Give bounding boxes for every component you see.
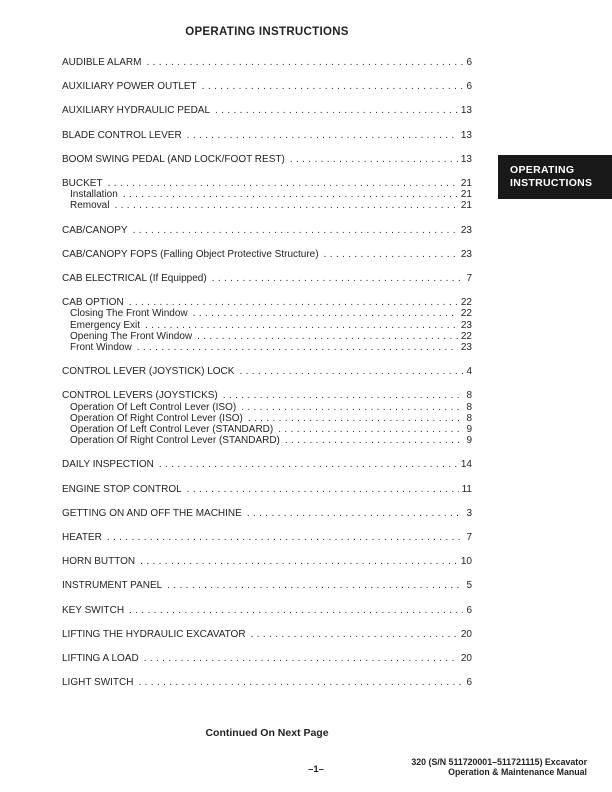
- dot-leader: [251, 629, 458, 640]
- toc-entry-page: 3: [466, 507, 472, 519]
- toc-entry-page: 20: [460, 653, 472, 665]
- toc-subentry: [62, 320, 472, 331]
- dot-leader: [193, 308, 458, 319]
- continued-note: Continued On Next Page: [205, 727, 329, 739]
- page-title: OPERATING INSTRUCTIONS: [185, 26, 349, 38]
- dot-leader: [285, 435, 464, 446]
- dot-leader: [133, 225, 458, 236]
- toc-entry-page: 13: [460, 153, 472, 165]
- toc-entry-title: AUXILIARY POWER OUTLET: [62, 81, 197, 93]
- toc-group: [62, 484, 472, 495]
- toc-subentry: [62, 402, 472, 413]
- toc-entry-title: GETTING ON AND OFF THE MACHINE: [62, 507, 242, 519]
- toc-group: [62, 81, 472, 92]
- toc-entry-page: 22: [460, 308, 472, 320]
- toc-group: [62, 556, 472, 567]
- toc-entry-page: 23: [460, 248, 472, 260]
- toc-entry-title: LIFTING THE HYDRAULIC EXCAVATOR: [62, 628, 246, 640]
- toc-subentry: [62, 413, 472, 424]
- dot-leader: [167, 580, 463, 591]
- toc-entry-title: Front Window: [70, 342, 132, 354]
- toc-group: [62, 653, 472, 664]
- toc-entry-page: 4: [466, 366, 472, 378]
- page-number: –1–: [308, 764, 324, 775]
- toc-group: [62, 57, 472, 68]
- toc-entry-title: HORN BUTTON: [62, 556, 136, 568]
- dot-leader: [187, 484, 459, 495]
- dot-leader: [123, 189, 458, 200]
- section-thumb-tab: [498, 155, 612, 199]
- toc-subentry: [62, 189, 472, 200]
- toc-entry: [62, 629, 472, 640]
- toc-entry-title: Operation Of Left Control Lever (STANDARD): [70, 424, 274, 436]
- toc-group: [62, 366, 472, 377]
- toc-subentry: [62, 342, 472, 353]
- toc-entry-page: 7: [466, 273, 472, 285]
- toc-subentry: [62, 200, 472, 211]
- thumb-tab-line2: INSTRUCTIONS: [510, 177, 593, 189]
- toc-entry-page: 9: [466, 424, 472, 436]
- toc-group: [62, 532, 472, 543]
- toc-entry-title: Removal: [70, 200, 110, 212]
- toc-entry-title: Operation Of Left Control Lever (ISO): [70, 401, 237, 413]
- toc-entry-title: BLADE CONTROL LEVER: [62, 129, 182, 141]
- toc-subentry: [62, 435, 472, 446]
- manual-identifier: [411, 757, 587, 777]
- toc-entry-title: CONTROL LEVERS (JOYSTICKS): [62, 390, 218, 402]
- toc-entry-page: 23: [460, 224, 472, 236]
- toc-group: [62, 508, 472, 519]
- toc-group: [62, 178, 472, 212]
- toc-entry-title: INSTRUMENT PANEL: [62, 580, 163, 592]
- toc-entry-page: 6: [466, 677, 472, 689]
- dot-leader: [202, 81, 464, 92]
- toc-entry-page: 21: [460, 189, 472, 201]
- toc-group: [62, 580, 472, 591]
- toc-group: [62, 105, 472, 116]
- thumb-tab-line1: OPERATING: [510, 163, 575, 176]
- toc-entry: [62, 273, 472, 284]
- dot-leader: [129, 297, 458, 308]
- toc-subentry: [62, 308, 472, 319]
- toc-entry-title: Opening The Front Window: [70, 330, 193, 342]
- toc-group: [62, 225, 472, 236]
- dot-leader: [145, 320, 458, 331]
- dot-leader: [138, 677, 463, 688]
- toc-entry-title: LIGHT SWITCH: [62, 677, 134, 689]
- toc-entry-page: 6: [466, 604, 472, 616]
- toc-entry-page: 8: [466, 401, 472, 413]
- toc-entry: [62, 105, 472, 116]
- toc-entry: [62, 249, 472, 260]
- toc-entry-title: Closing The Front Window: [70, 308, 188, 320]
- toc-entry-page: 6: [466, 57, 472, 68]
- toc-entry: [62, 81, 472, 92]
- toc-entry-page: 23: [460, 342, 472, 354]
- toc-entry-title: Emergency Exit: [70, 319, 141, 331]
- toc-entry-title: BUCKET: [62, 178, 103, 190]
- toc-entry-page: 20: [460, 628, 472, 640]
- toc-entry-title: CAB ELECTRICAL (If Equipped): [62, 273, 207, 285]
- toc-entry: [62, 580, 472, 591]
- dot-leader: [239, 366, 463, 377]
- dot-leader: [137, 342, 458, 353]
- toc-entry-title: Operation Of Right Control Lever (STANDARD): [70, 435, 280, 447]
- dot-leader: [144, 653, 458, 664]
- dot-leader: [129, 605, 463, 616]
- toc-subentry: [62, 331, 472, 342]
- toc-entry-title: ENGINE STOP CONTROL: [62, 483, 182, 495]
- toc-entry: [62, 653, 472, 664]
- manual-identifier-line2: Operation & Maintenance Manual: [448, 767, 587, 777]
- dot-leader: [197, 331, 458, 342]
- toc-entry-page: 8: [466, 390, 472, 402]
- toc-entry-page: 10: [460, 556, 472, 568]
- toc-entry-title: KEY SWITCH: [62, 604, 125, 616]
- toc-entry-page: 21: [460, 200, 472, 212]
- toc-entry: [62, 390, 472, 401]
- toc-entry: [62, 484, 472, 495]
- toc-group: [62, 297, 472, 353]
- dot-leader: [146, 57, 463, 68]
- dot-leader: [108, 178, 458, 189]
- toc-entry-page: 8: [466, 412, 472, 424]
- toc-group: [62, 629, 472, 640]
- toc-group: [62, 249, 472, 260]
- toc-entry-title: CAB OPTION: [62, 297, 124, 309]
- dot-leader: [290, 154, 458, 165]
- toc-entry: [62, 459, 472, 470]
- toc-entry: [62, 154, 472, 165]
- toc-subentry: [62, 424, 472, 435]
- toc-entry: [62, 508, 472, 519]
- dot-leader: [187, 130, 458, 141]
- dot-leader: [324, 249, 458, 260]
- toc-group: [62, 130, 472, 141]
- toc-entry-title: HEATER: [62, 532, 102, 544]
- toc-entry: [62, 556, 472, 567]
- manual-identifier-line1: 320 (S/N 511720001–511721115) Excavator: [411, 757, 587, 767]
- toc-entry-title: AUDIBLE ALARM: [62, 57, 142, 68]
- toc-entry: [62, 130, 472, 141]
- toc-entry-title: Installation: [70, 189, 118, 201]
- toc-entry: [62, 57, 472, 68]
- dot-leader: [215, 105, 458, 116]
- toc-entry-title: LIFTING A LOAD: [62, 653, 139, 665]
- toc-entry-page: 23: [460, 319, 472, 331]
- toc-group: [62, 459, 472, 470]
- dot-leader: [107, 532, 464, 543]
- toc-entry: [62, 297, 472, 308]
- dot-leader: [278, 424, 463, 435]
- dot-leader: [159, 459, 458, 470]
- dot-leader: [114, 200, 457, 211]
- table-of-contents: [62, 57, 472, 689]
- toc-entry-page: 6: [466, 81, 472, 93]
- toc-group: [62, 605, 472, 616]
- toc-entry-page: 22: [460, 330, 472, 342]
- toc-entry: [62, 605, 472, 616]
- toc-entry-page: 11: [461, 483, 472, 495]
- toc-entry: [62, 532, 472, 543]
- toc-entry-title: BOOM SWING PEDAL (AND LOCK/FOOT REST): [62, 153, 285, 165]
- toc-entry-title: CAB/CANOPY FOPS (Falling Object Protective Structure): [62, 248, 319, 260]
- toc-entry-title: Operation Of Right Control Lever (ISO): [70, 412, 243, 424]
- toc-entry-page: 5: [466, 580, 472, 592]
- toc-entry-title: CAB/CANOPY: [62, 224, 128, 236]
- toc-group: [62, 273, 472, 284]
- toc-entry-page: 21: [460, 178, 472, 190]
- dot-leader: [241, 402, 463, 413]
- toc-entry: [62, 178, 472, 189]
- toc-entry-page: 7: [466, 532, 472, 544]
- toc-entry-page: 14: [460, 459, 472, 471]
- dot-leader: [248, 413, 464, 424]
- toc-entry: [62, 677, 472, 688]
- toc-entry-page: 13: [460, 105, 472, 117]
- toc-entry: [62, 366, 472, 377]
- dot-leader: [223, 390, 464, 401]
- toc-entry: [62, 225, 472, 236]
- toc-group: [62, 154, 472, 165]
- toc-entry-page: 22: [460, 297, 472, 309]
- toc-entry-page: 9: [466, 435, 472, 447]
- dot-leader: [212, 273, 464, 284]
- toc-group: [62, 390, 472, 446]
- dot-leader: [140, 556, 458, 567]
- toc-entry-page: 13: [460, 129, 472, 141]
- toc-group: [62, 677, 472, 688]
- toc-entry-title: DAILY INSPECTION: [62, 459, 154, 471]
- dot-leader: [247, 508, 464, 519]
- toc-entry-title: CONTROL LEVER (JOYSTICK) LOCK: [62, 366, 235, 378]
- toc-entry-title: AUXILIARY HYDRAULIC PEDAL: [62, 105, 211, 117]
